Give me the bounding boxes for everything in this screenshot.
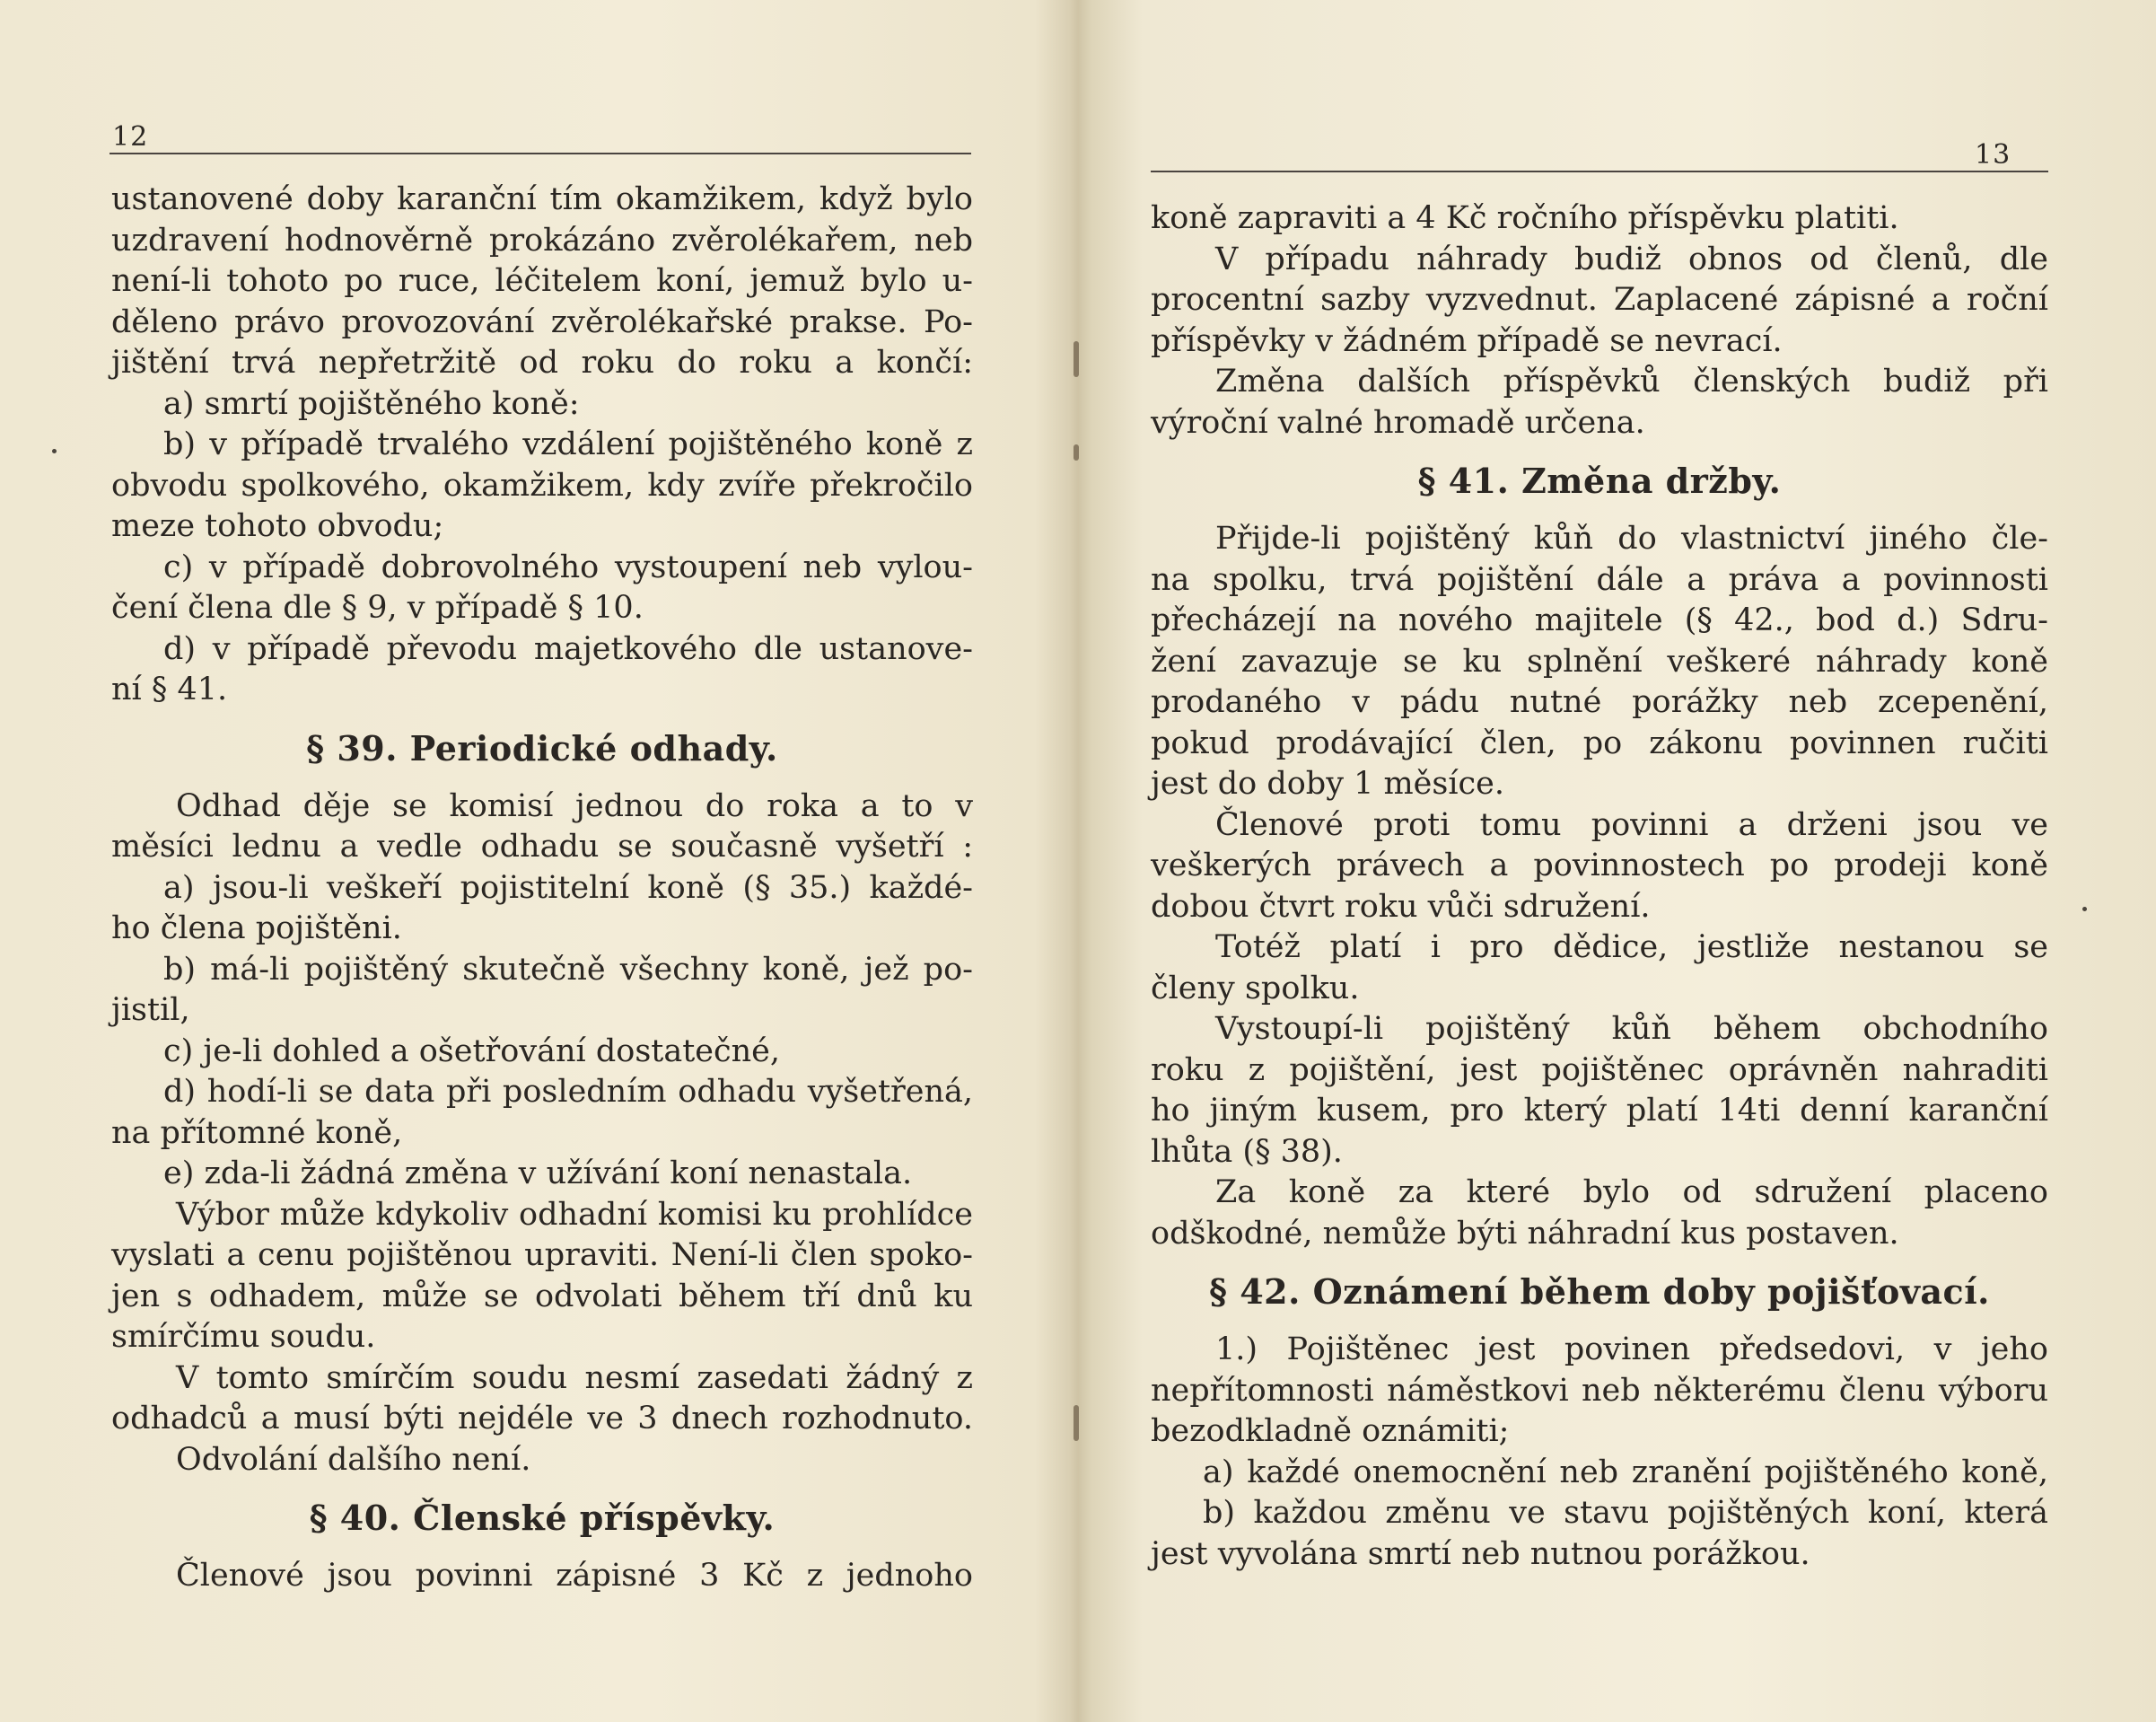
list-item: a) jsou-li veškeří pojistitelní koně (§ 35.) každé- xyxy=(163,869,973,906)
text-line: Členové proti tomu povinni a drženi jsou ve xyxy=(1215,806,2048,843)
list-item: d) v případě převodu majetkového dle ustanove- xyxy=(163,630,973,667)
left-page xyxy=(0,0,1068,1722)
text-line: meze tohoto obvodu; xyxy=(111,508,444,544)
list-item: c) je-li dohled a ošetřování dostatečné, xyxy=(163,1032,780,1069)
text-line: procentní sazby vyzvednut. Zaplacené zápisné a roční xyxy=(1151,282,2048,318)
text-line: výroční valné hromadě určena. xyxy=(1151,404,1645,441)
text-line: ustanovené doby karanční tím okamžikem, když bylo xyxy=(111,181,973,217)
text-line: V případu náhrady budiž obnos od členů, dle xyxy=(1215,241,2048,277)
list-item: d) hodí-li se data při posledním odhadu vyšetřená, xyxy=(163,1074,973,1110)
text-line: přecházejí na nového majitele (§ 42., bod d.) Sdru- xyxy=(1151,602,2048,638)
text-line: uzdravení hodnověrně prokázáno zvěrolékařem, neb xyxy=(111,222,973,259)
text-line: nepřítomnosti náměstkovi neb některému členu výboru xyxy=(1151,1372,2048,1409)
right-page xyxy=(1077,0,2156,1722)
text-line: lhůta (§ 38). xyxy=(1151,1133,1343,1170)
section-heading: § 40. Členské příspěvky. xyxy=(309,1498,776,1538)
text-line: 1.) Pojištěnec jest povinen předsedovi, v jeho xyxy=(1215,1331,2048,1367)
list-item: c) v případě dobrovolného vystoupení neb vylou- xyxy=(163,549,973,585)
section-heading: § 41. Změna držby. xyxy=(1417,461,1782,501)
header-rule xyxy=(1151,171,2048,172)
list-item: b) každou změnu ve stavu pojištěných koní, která xyxy=(1203,1495,2048,1531)
page-number: 13 xyxy=(1975,139,2011,171)
text-line: není-li tohoto po ruce, léčitelem koní, jemuž bylo u- xyxy=(111,263,973,299)
header-rule xyxy=(110,153,971,154)
text-line: odškodné, nemůže býti náhradní kus postaven. xyxy=(1151,1215,1899,1252)
text-line: odhadců a musí býti nejdéle ve 3 dnech rozhodnuto. xyxy=(111,1401,973,1436)
text-line: roku z pojištění, jest pojištěnec oprávněn nahraditi xyxy=(1151,1051,2048,1088)
text-line: Odhad děje se komisí jednou do roka a to v xyxy=(176,787,973,824)
text-line: Výbor může kdykoliv odhadní komisi ku prohlídce xyxy=(176,1196,973,1233)
page-number: 12 xyxy=(112,121,149,153)
text-line: obvodu spolkového, okamžikem, kdy zvíře překročilo xyxy=(111,467,973,504)
text-line: dobou čtvrt roku vůči sdružení. xyxy=(1151,888,1651,925)
text-line: příspěvky v žádném případě se nevrací. xyxy=(1151,322,1783,359)
list-item: a) každé onemocnění neb zranění pojištěného koně, xyxy=(1203,1454,2048,1490)
page-text xyxy=(1151,198,2048,1575)
list-item: b) má-li pojištěný skutečně všechny koně, jež po- xyxy=(163,951,973,988)
text-line: prodaného v pádu nutné porážky neb zcepenění, xyxy=(1151,684,2048,720)
text-line: bezodkladně oznámiti; xyxy=(1151,1413,1510,1449)
list-item: b) v případě trvalého vzdálení pojištěného koně z xyxy=(163,426,973,462)
text-line: jest do doby 1 měsíce. xyxy=(1151,766,1504,802)
text-line: měsíci lednu a vedle odhadu se současně vyšetří : xyxy=(111,829,973,865)
text-line: Přijde-li pojištěný kůň do vlastnictví jiného čle- xyxy=(1215,521,2048,557)
text-line: Za koně za které bylo od sdružení placeno xyxy=(1215,1174,2048,1210)
text-line: Vystoupí-li pojištěný kůň během obchodního xyxy=(1215,1011,2048,1047)
text-line: čení člena dle § 9, v případě § 10. xyxy=(111,590,644,626)
list-item: a) smrtí pojištěného koně: xyxy=(163,385,580,422)
text-line: na přítomné koně, xyxy=(111,1114,403,1151)
text-line: veškerých právech a povinnostech po prodeji koně xyxy=(1151,848,2048,883)
text-line: ní § 41. xyxy=(111,672,228,707)
text-line: Odvolání dalšího není. xyxy=(176,1441,531,1478)
text-line: pokud prodávající člen, po zákonu povinnen ručiti xyxy=(1151,725,2048,761)
text-line: jen s odhadem, může se odvolati během tří dnů ku xyxy=(111,1278,973,1314)
text-line: Členové jsou povinni zápisné 3 Kč z jednoho xyxy=(176,1558,973,1594)
text-line: ho jiným kusem, pro který platí 14ti denní karanční xyxy=(1151,1093,2048,1129)
text-line: děleno právo provozování zvěrolékařské prakse. Po- xyxy=(111,303,973,340)
text-line: na spolku, trvá pojištění dále a práva a povinnosti xyxy=(1151,561,2048,598)
list-item: e) zda-li žádná změna v užívání koní nenastala. xyxy=(163,1155,913,1191)
page-text xyxy=(111,180,973,1597)
section-heading: § 42. Oznámení během doby pojišťovací. xyxy=(1209,1271,1990,1312)
text-line: smírčímu soudu. xyxy=(111,1319,376,1355)
text-line: koně zapraviti a 4 Kč ročního příspěvku platiti. xyxy=(1151,200,1899,236)
text-line: jistil, xyxy=(111,992,190,1028)
text-line: jištění trvá nepřetržitě od roku do roku a končí: xyxy=(111,345,973,381)
text-line: Totéž platí i pro dědice, jestliže nestanou se xyxy=(1215,929,2048,965)
text-line: Změna dalších příspěvků členských budiž při xyxy=(1215,364,2048,400)
text-line: žení zavazuje se ku splnění veškeré náhrady koně xyxy=(1151,643,2048,680)
text-line: jest vyvolána smrtí neb nutnou porážkou. xyxy=(1151,1535,1810,1572)
text-line: ho člena pojištěni. xyxy=(111,910,402,946)
text-line: členy spolku. xyxy=(1151,970,1360,1006)
section-heading: § 39. Periodické odhady. xyxy=(306,727,778,769)
text-line: V tomto smírčím soudu nesmí zasedati žádný z xyxy=(176,1359,973,1396)
text-line: vyslati a cenu pojištěnou upraviti. Není-li člen spoko- xyxy=(111,1237,973,1273)
